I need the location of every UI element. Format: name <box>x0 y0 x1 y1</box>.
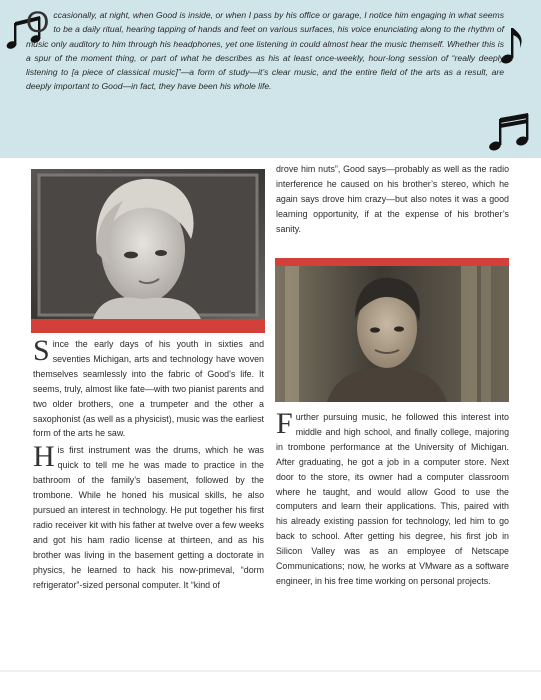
childhood-photo <box>31 169 265 319</box>
intro-dropcap: O <box>26 6 50 39</box>
intro-paragraph <box>26 8 504 94</box>
paragraph-career <box>276 407 509 589</box>
intro-text: ccasionally, at night, when Good is inside, or when I pass by his office or garage, I notice him engaging in what seems to be a daily ritual, hearing tapping of hands and feet on various surfaces, his voice enunciating along to the rhythm of music only auditory to him through his headphones, yet one listening in could almost hear the music themself. Whether this is a spur of the moment thing, or part of what he describes as his at least once-weekly, hour-long session of “really deeply listening to [a piece of classical music]”—a form of study—it’s clear music, and the entire field of the arts as a result, are deeply important to Good—in fact, they have been his whole life. <box>26 10 504 92</box>
beamed-notes-icon <box>488 112 534 156</box>
page-divider <box>0 670 541 672</box>
photo-accent-bar <box>275 258 509 266</box>
right-column-bottom <box>276 407 509 589</box>
paragraph-continued: drove him nuts”, Good says—probably as well as the radio interference he caused on his brother’s stereo, which he again says drove him crazy—but also notes it was a good learning opportunity, if at the expense of his brother’s sanity. <box>276 164 509 234</box>
photo-accent-bar <box>31 319 265 333</box>
intro-banner <box>0 0 541 158</box>
right-column-top <box>276 162 509 237</box>
paragraph-text: urther pursuing music, he followed this interest into middle and high school, and finally college, majoring in trombone performance at the University of Michigan. After graduating, he got a job in a computer store. Next door to the store, its owner had a computer classroom where he taught, and would allow Good to use the computers and learn their applications. This, paired with his already existing passion for technology, led him to go back to school. After getting his degree, his first job in Silicon Valley was as an employee of Netscape Communications; now, he works at VMware as a software engineer, in his free time working on personal projects. <box>276 412 509 586</box>
paragraph-instruments <box>33 440 264 592</box>
paragraph-text: is first instrument was the drums, which he was quick to tell me he was made to practice in the bathroom of the family’s basement, followed by the trombone. While he honed his musical skills, he also pursued an interest in technology. He put together his first radio receiver kit with his father at twelve over a few weeks and got his ham radio license at thirteen, and as his brother was living in the basement getting a doctorate in physics, he learned to hack his now-primeval, “dorm refrigerator”-sized personal computer. It “kind of <box>33 445 264 590</box>
paragraph-dropcap: F <box>276 407 293 440</box>
left-column <box>33 334 264 592</box>
adult-photo <box>275 266 509 402</box>
paragraph-dropcap: H <box>33 440 55 474</box>
paragraph-dropcap: S <box>33 334 50 367</box>
paragraph-text: ince the early days of his youth in sixties and seventies Michigan, arts and technology have woven themselves seamlessly into the fabric of Good’s life. It seems, truly, almost like fate—with two pianist parents and two older brothers, one a trumpeter and the other a saxophonist (as well as a physicist), music was the earliest form of the arts he saw. <box>33 339 264 439</box>
paragraph-youth <box>33 334 264 441</box>
